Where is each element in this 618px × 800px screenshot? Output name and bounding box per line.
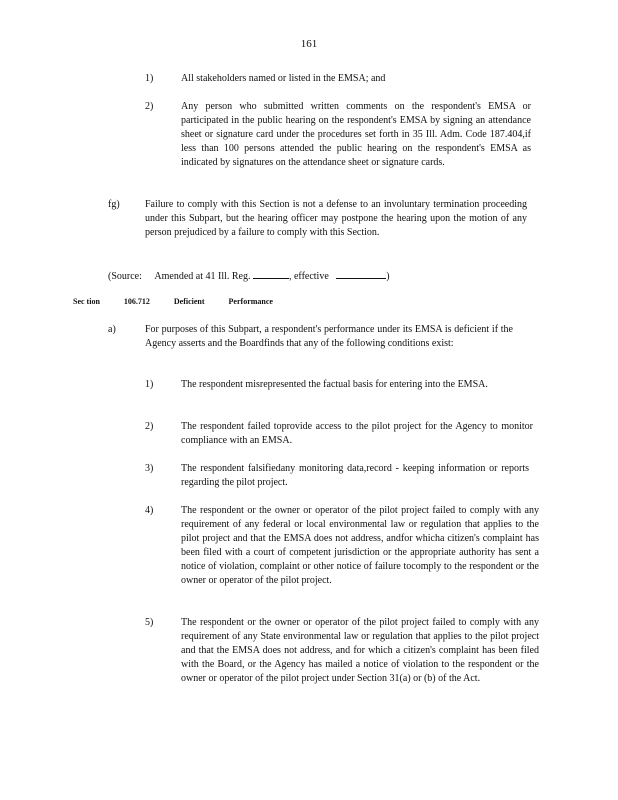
source-close: ) (386, 271, 390, 282)
list-item-text: The respondent failed toprovide access to the pilot project for the Agency to monitor compliance with an EMSA. (181, 421, 533, 446)
section-title-2: Performance (228, 297, 273, 306)
list-item-label: 3) (145, 463, 154, 474)
source-prefix: (Source: (108, 271, 142, 282)
source-amended: Amended at 41 Ill. Reg. (154, 271, 251, 282)
list-item-text: All stakeholders named or listed in the EMSA; and (181, 73, 386, 84)
list-item-label: 2) (145, 101, 154, 112)
section-title-1: Deficient (173, 297, 205, 306)
section-number: 106.712 (123, 297, 150, 306)
source-note (108, 268, 390, 284)
list-item-label: 4) (145, 505, 154, 516)
section-heading (73, 296, 295, 308)
page-number: 161 (300, 38, 318, 50)
paragraph-label: a) (108, 324, 116, 335)
section-word: Sec tion (73, 297, 100, 306)
paragraph-label: fg) (108, 199, 120, 210)
paragraph-text: Failure to comply with this Section is not a defense to an involuntary termination proceeding under this Subpart, but the hearing officer may postpone the hearing upon the motion of any person prejudiced by a failure to comply with this Section. (145, 199, 527, 238)
paragraph-text: For purposes of this Subpart, a respondent's performance under its EMSA is deficient if the Agency asserts and the Boardfinds that any of the following conditions exist: (145, 324, 513, 349)
list-item-text: The respondent misrepresented the factual basis for entering into the EMSA. (181, 379, 488, 390)
list-item-text: The respondent or the owner or operator of the pilot project failed to comply with any requirement of any federal or local environmental law or regulation that applies to the pilot project and that the EMSA does not address, andfor whicha citizen's complaint has been filed with a court of competent jurisdiction or the appropriate authority has sent a notice of violation, complaint or other notice of failure tocomply to the respondent or the owner or operator of the pilot project. (181, 505, 539, 586)
source-effective: , effective (288, 271, 329, 282)
list-item-label: 1) (145, 73, 154, 84)
list-item-text: The respondent falsifiedany monitoring data,record - keeping information or reports regarding the pilot project. (181, 463, 529, 488)
list-item-text: The respondent or the owner or operator of the pilot project failed to comply with any requirement of any State environmental law or regulation that applies to the pilot project and that the EMSA does not address, and for which a citizen's complaint has been filed with the Board, or the Agency has mailed a notice of violation to the respondent or the owner or operator of the pilot project under Section 31(a) or (b) of the Act. (181, 617, 539, 684)
list-item-label: 5) (145, 617, 154, 628)
volume-blank (253, 268, 289, 279)
list-item-label: 2) (145, 421, 154, 432)
list-item-text: Any person who submitted written comments on the respondent's EMSA or participated in the public hearing on the respondent's EMSA by signing an attendance sheet or signature card under the procedures set forth in 35 Ill. Adm. Code 187.404,if less than 100 persons attended the public hearing on the respondent's EMSA as indicated by signatures on the attendance sheet or signature cards. (181, 101, 531, 168)
list-item-label: 1) (145, 379, 154, 390)
date-blank (336, 268, 386, 279)
